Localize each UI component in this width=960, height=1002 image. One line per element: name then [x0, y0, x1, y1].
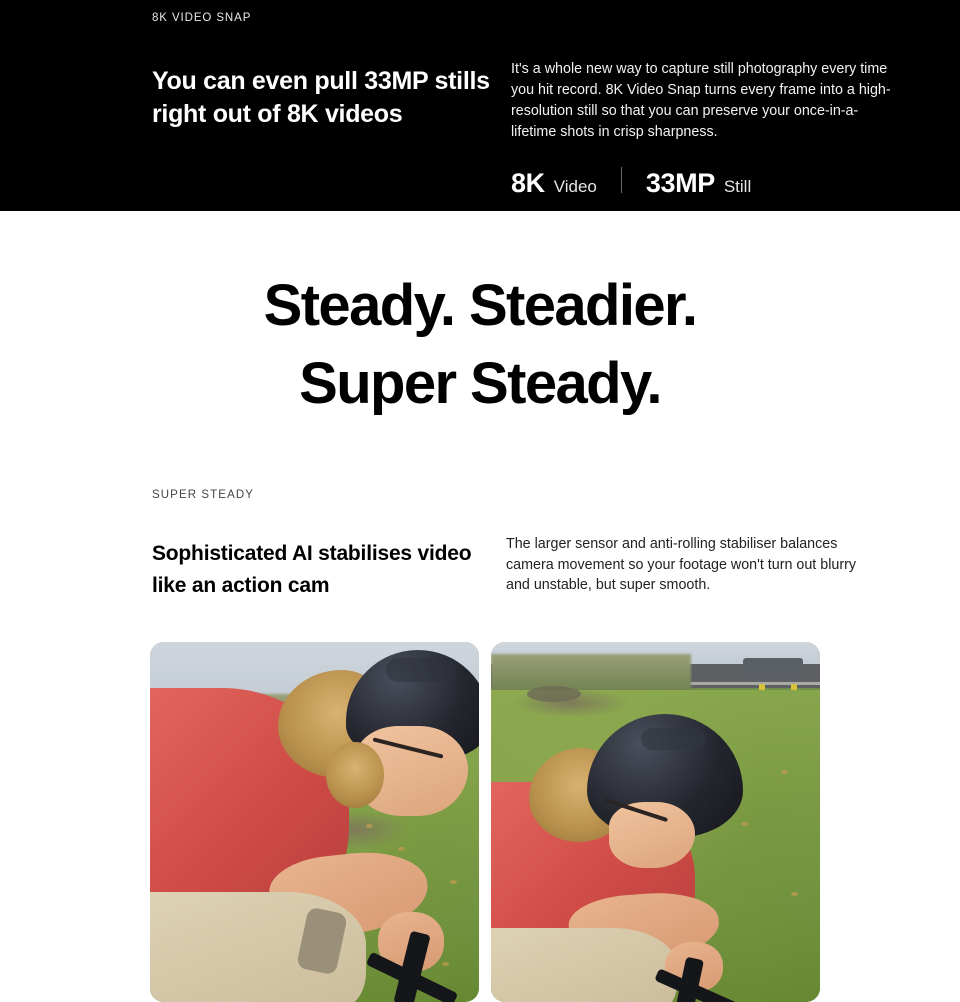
- spec-label-still: Still: [723, 177, 752, 196]
- super-steady-body-text: The larger sensor and anti-rolling stabiliser balances camera movement so your footage won't turn out blurry and unstable, but super smooth.: [506, 536, 856, 594]
- photo-left-leaf: [450, 880, 457, 884]
- spec-value-video: 8K: [511, 168, 545, 198]
- section-headline: You can even pull 33MP stills right out of 8K videos: [152, 66, 490, 128]
- section-eyebrow: 8K VIDEO SNAP: [152, 12, 252, 24]
- spec-label-video: Video: [553, 177, 597, 196]
- super-steady-title-line1: Steady. Steadier.: [263, 273, 697, 338]
- spec-list: [511, 168, 751, 199]
- super-steady-eyebrow: SUPER STEADY: [152, 489, 255, 501]
- section-body-text: It's a whole new way to capture still photography every time you hit record. 8K Video Snap turns every frame into a high-resolution still so that you can preserve your once-in-a-lifetime shots in crisp sharpness.: [511, 61, 891, 141]
- photo-right-rider-face: [609, 802, 695, 868]
- super-steady-title-line2: Super Steady.: [299, 351, 661, 416]
- super-steady-title: [0, 267, 960, 423]
- photo-right-helmet-vent: [641, 728, 705, 750]
- photo-right-leaf: [781, 770, 788, 774]
- photo-left-leaf: [398, 847, 405, 851]
- photo-left: [150, 642, 479, 1002]
- video-snap-section: [0, 0, 960, 211]
- spec-item-still: [646, 168, 751, 199]
- photo-right-car: [743, 658, 803, 678]
- super-steady-section: [0, 211, 960, 1000]
- photo-left-leaf: [366, 824, 373, 828]
- photo-right-leaf: [791, 892, 798, 896]
- spec-item-video: [511, 168, 597, 199]
- photo-right-puddle: [527, 686, 581, 702]
- photo-left-rider-hair: [326, 742, 384, 808]
- super-steady-headline: Sophisticated AI stabilises video like an action cam: [152, 542, 472, 597]
- photo-left-helmet-vent: [386, 658, 456, 682]
- spec-divider: [621, 167, 622, 193]
- photo-right-fence: [687, 682, 820, 685]
- photo-right-leaf: [741, 822, 748, 826]
- photo-right-rider-pants: [491, 928, 677, 1002]
- photo-right: [491, 642, 820, 1002]
- photo-left-leaf: [442, 962, 449, 966]
- spec-value-still: 33MP: [645, 168, 715, 198]
- comparison-image-row: [150, 642, 820, 1002]
